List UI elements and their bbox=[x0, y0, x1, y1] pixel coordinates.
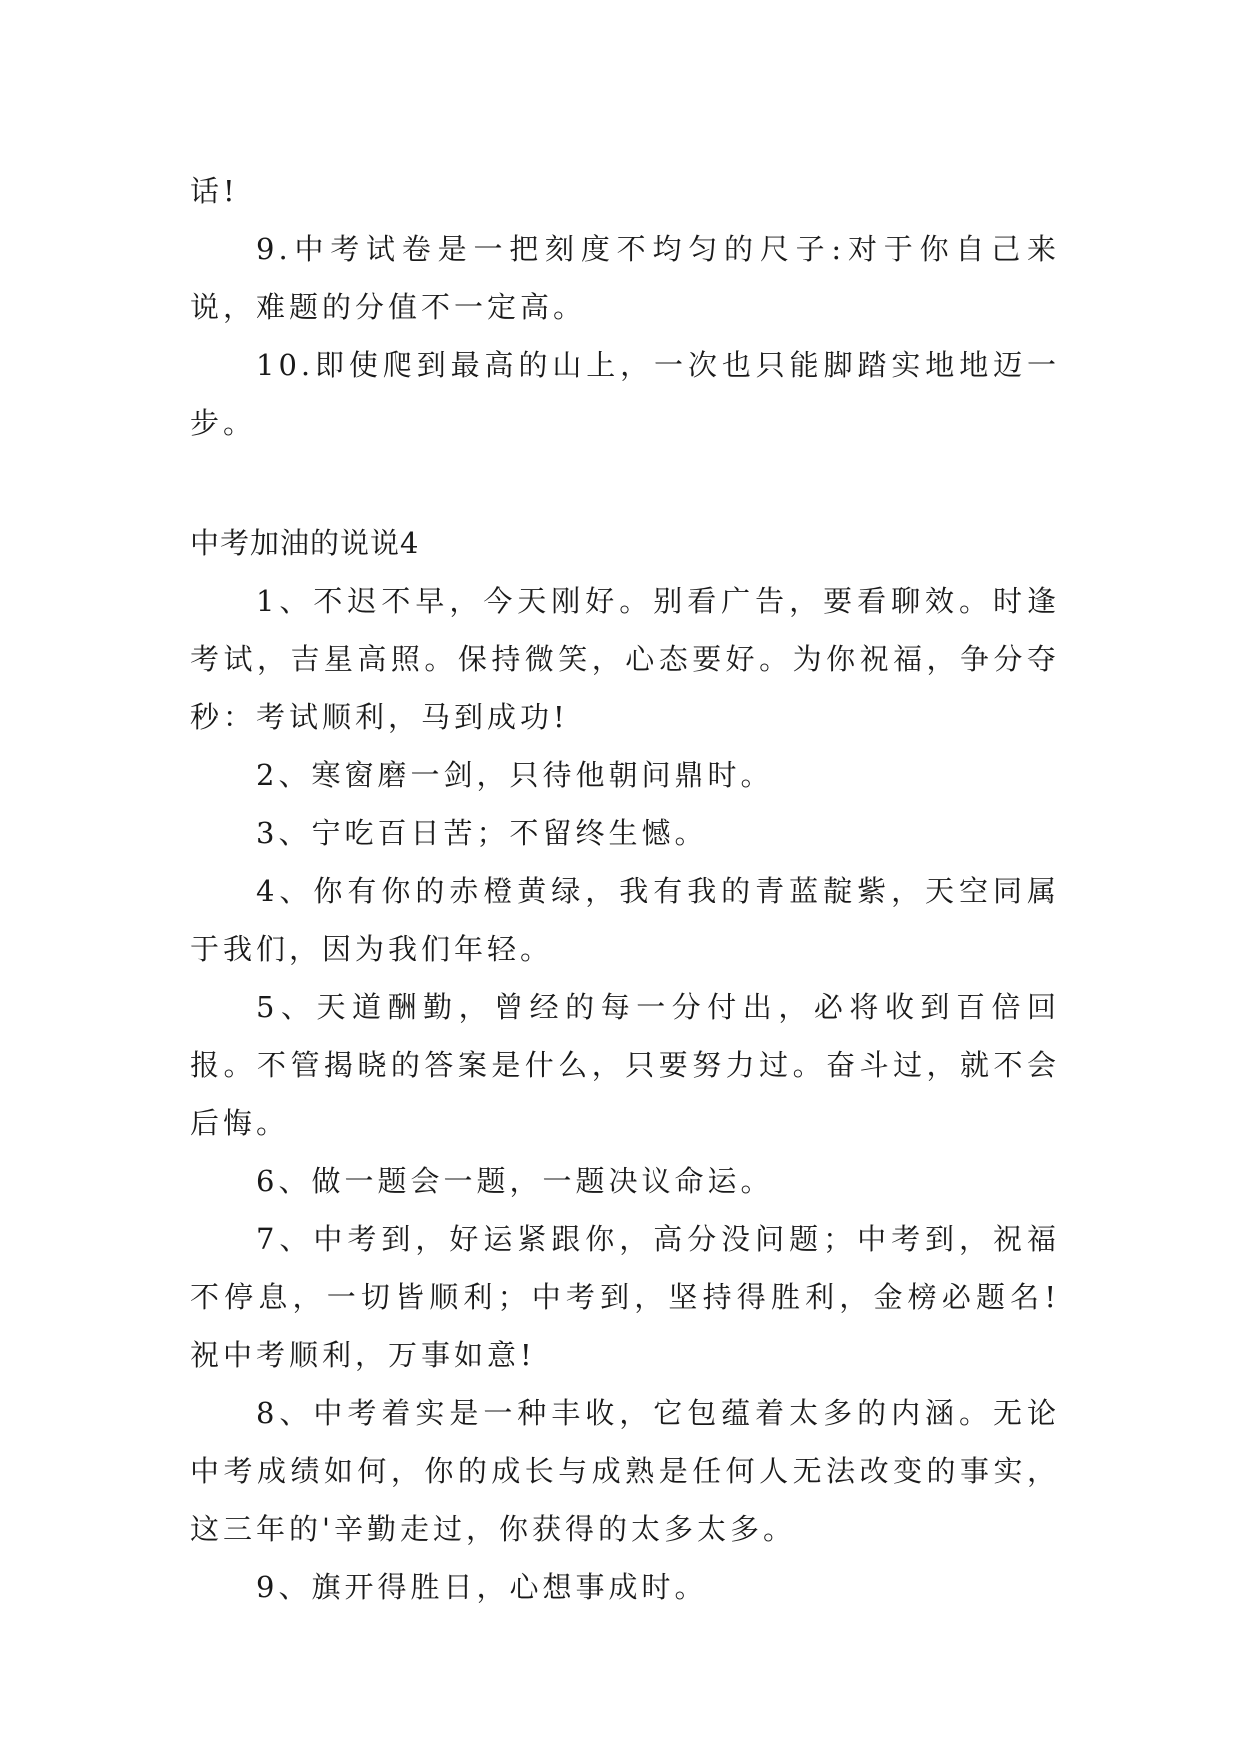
paragraph-continuation: 话! bbox=[190, 174, 239, 208]
paragraph-item-10: 10.即使爬到最高的山上，一次也只能脚踏实地地迈一步。 bbox=[190, 348, 1060, 440]
section-heading: 中考加油的说说4 bbox=[190, 526, 420, 560]
document-page bbox=[190, 162, 1060, 1616]
list-item: 9、旗开得胜日，心想事成时。 bbox=[256, 1570, 708, 1604]
list-item: 3、宁吃百日苦；不留终生憾。 bbox=[256, 816, 708, 850]
list-item: 6、做一题会一题，一题决议命运。 bbox=[256, 1164, 774, 1198]
paragraph-item-9: 9.中考试卷是一把刻度不均匀的尺子:对于你自己来说，难题的分值不一定高。 bbox=[190, 232, 1060, 324]
list-item: 8、中考着实是一种丰收，它包蕴着太多的内涵。无论中考成绩如何，你的成长与成熟是任何人无法改变的事实，这三年的'辛勤走过，你获得的太多太多。 bbox=[190, 1396, 1060, 1546]
list-item: 4、你有你的赤橙黄绿，我有我的青蓝靛紫，天空同属于我们，因为我们年轻。 bbox=[190, 874, 1060, 966]
list-item: 2、寒窗磨一剑，只待他朝问鼎时。 bbox=[256, 758, 774, 792]
list-item: 7、中考到，好运紧跟你，高分没问题；中考到，祝福不停息，一切皆顺利；中考到，坚持得胜利，金榜必题名!祝中考顺利，万事如意! bbox=[190, 1222, 1060, 1372]
list-item: 1、不迟不早，今天刚好。别看广告，要看聊效。时逢考试，吉星高照。保持微笑，心态要好。为你祝福，争分夺秒：考试顺利，马到成功! bbox=[190, 584, 1060, 734]
list-item: 5、天道酬勤，曾经的每一分付出，必将收到百倍回报。不管揭晓的答案是什么，只要努力过。奋斗过，就不会后悔。 bbox=[190, 990, 1060, 1140]
